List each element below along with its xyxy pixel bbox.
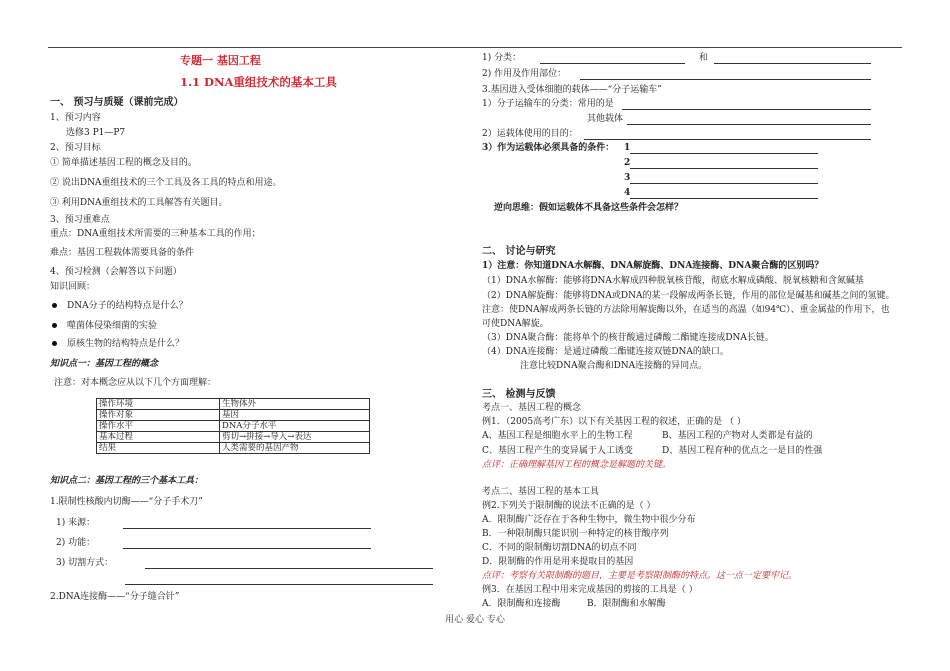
text-line: ② 说出DNA重组技术的三个工具及各工具的特点和用途。 (50, 178, 282, 188)
answer-line[interactable] (630, 183, 818, 184)
answer-line[interactable] (540, 63, 685, 64)
text-line: （2）DNA解旋酶：能够将DNA或DNA的某一段解成两条长链，作用的部位是碱基和碱基之间的氢键。 (482, 291, 895, 301)
table-row (97, 421, 370, 432)
option-text: C、基因工程产生的变异属于人工诱变 (482, 446, 633, 456)
bullet-icon (52, 303, 57, 308)
section-heading: 三、 检测与反馈 (482, 389, 556, 400)
comment-text: 点评：考察有关限制酶的题目，主要是考察限制酶的特点。这一点一定要牢记。 (482, 571, 798, 581)
section-heading: 二、 讨论与研究 (482, 246, 556, 257)
text-line: ① 简单描述基因工程的概念及目的。 (50, 158, 197, 168)
comment-text: 点评：正确理解基因工程的概念是解题的关键。 (482, 460, 672, 470)
table-cell: 操作对象 (97, 410, 220, 421)
list-item (52, 301, 188, 312)
fill-label: 其他载体 (587, 114, 624, 124)
condition-number: 2 (624, 158, 631, 168)
fill-label: 1) 来源： (56, 518, 96, 528)
option-text: B．一种限制酶只能识别一种特定的核苷酸序列 (482, 529, 669, 539)
question-text: 例2.下列关于限制酶的说法不正确的是（ ） (482, 501, 656, 511)
option-text: B、基因工程的产物对人类都是有益的 (662, 431, 813, 441)
knowledge-point-heading: 知识点二：基因工程的三个基本工具： (50, 476, 204, 486)
option-text: D、基因工程育种的优点之一是目的性强 (662, 446, 823, 456)
answer-line[interactable] (627, 124, 871, 125)
table-cell: 人类需要的基因产物 (220, 443, 370, 454)
bullet-icon (52, 341, 57, 346)
fill-label: 1）分子运输车的分类：常用的是 (482, 99, 614, 109)
option-text: A．限制酶和连接酶 (482, 599, 561, 609)
answer-line[interactable] (123, 528, 371, 529)
header-rule (48, 47, 902, 48)
text-line: 考点一、基因工程的概念 (482, 403, 582, 413)
option-text: B．限制酶和水解酶 (587, 599, 666, 609)
text-line: 4、预习检测（会解答以下问题） (50, 267, 182, 277)
condition-number: 1 (624, 143, 631, 153)
answer-line[interactable] (630, 168, 818, 169)
option-text: A、基因工程是细胞水平上的生物工程 (482, 431, 633, 441)
text-line: 注意比较DNA聚合酶和DNA连接酶的异同点。 (520, 361, 708, 371)
answer-line[interactable] (123, 548, 371, 549)
table-cell: 操作水平 (97, 421, 220, 432)
text-line: （4）DNA连接酶：是通过磷酸二酯键连接双链DNA的缺口。 (482, 347, 729, 357)
discussion-question: 1）注意：你知道DNA水解酶、DNA解旋酶、DNA连接酶、DNA聚合酶的区别吗？ (482, 261, 824, 271)
option-text: D．限制酶的作用是用来提取目的基因 (482, 557, 634, 567)
table-cell: 剪切→拼接→导入→表达 (220, 432, 370, 443)
fill-label: 和 (699, 53, 709, 63)
page-subtitle: 1.1 DNA重组技术的基本工具 (180, 75, 337, 89)
fill-label: 2）运载体使用的目的： (482, 129, 578, 139)
list-item-text: 噬菌体侵染细菌的实验 (67, 321, 158, 331)
table-row (97, 399, 370, 410)
answer-line[interactable] (630, 153, 818, 154)
fill-label: 1) 分类： (482, 53, 522, 63)
question-text: 例3．在基因工程中用来完成基因的剪接的工具是（ ） (482, 585, 698, 595)
list-item-text: DNA分子的结构特点是什么？ (67, 301, 188, 311)
section-heading: 一、 预习与质疑（课前完成） (50, 97, 184, 108)
text-line: 难点：基因工程载体需要具备的条件 (50, 248, 195, 258)
answer-line[interactable] (584, 139, 871, 140)
text-line: 重点：DNA重组技术所需要的三种基本工具的作用； (50, 229, 261, 239)
answer-line[interactable] (630, 198, 818, 199)
text-line: 知识回顾： (50, 282, 96, 292)
condition-number: 3 (624, 173, 631, 183)
table-cell: DNA分子水平 (220, 421, 370, 432)
text-line: 考点二、基因工程的基本工具 (482, 487, 600, 497)
text-line: 3、预习重难点 (50, 215, 110, 225)
table-cell: 结果 (97, 443, 220, 454)
option-text: C．不同的限制酶切割DNA的切点不同 (482, 543, 637, 553)
answer-line[interactable] (714, 63, 871, 64)
page-title: 专题一 基因工程 (180, 54, 261, 67)
answer-line[interactable] (145, 568, 433, 569)
knowledge-point-heading: 知识点一：基因工程的概念 (50, 359, 159, 369)
text-line: （1）DNA水解酶：能够将DNA水解成四种脱氧核苷酸，彻底水解成磷酸、脱氧核糖和含氮碱基 (482, 276, 864, 286)
table-row (97, 410, 370, 421)
text-line: （3）DNA聚合酶：能将单个的核苷酸通过磷酸二酯键连接成DNA长链。 (482, 333, 774, 343)
list-item (52, 339, 184, 350)
table-row (97, 443, 370, 454)
answer-line[interactable] (580, 79, 871, 80)
list-item (52, 321, 157, 332)
fill-label: 3) 切割方式： (56, 558, 114, 568)
text-line: 1.限制性核酸内切酶——“分子手术刀” (50, 497, 203, 507)
text-line: 选修3 P1—P7 (66, 128, 126, 138)
text-line: 2、预习目标 (50, 143, 101, 153)
table-row (97, 432, 370, 443)
concept-table (96, 398, 370, 454)
bullet-icon (52, 323, 57, 328)
table-cell: 生物体外 (220, 399, 370, 410)
text-line: 1、预习内容 (50, 113, 101, 123)
page-footer: 用心 爱心 专心 (445, 615, 505, 625)
reverse-thinking-question: 逆向思维：假如运载体不具备这些条件会怎样？ (494, 203, 684, 213)
text-line: 注意：使DNA解成两条长链的方法除用解旋酶以外，在适当的高温（如94℃）、重金属盐的作用下，也 (482, 305, 890, 315)
option-text: A．限制酶广泛存在于各种生物中，微生物中很少分布 (482, 515, 696, 525)
note-text: 注意：对本概念应从以下几个方面理解： (54, 378, 217, 388)
list-item-text: 原核生物的结构特点是什么？ (67, 339, 185, 349)
table-cell: 基本过程 (97, 432, 220, 443)
answer-line[interactable] (622, 109, 871, 110)
condition-number: 4 (624, 188, 631, 198)
text-line: 3.基因进入受体细胞的载体——“分子运输车” (482, 85, 662, 95)
answer-line[interactable] (125, 584, 433, 585)
text-line: 2.DNA连接酶——“分子缝合针” (50, 592, 180, 602)
question-text: 例1．（2005高考广东）以下有关基因工程的叙述，正确的是 （ ） (482, 417, 746, 427)
table-cell: 操作环境 (97, 399, 220, 410)
text-line: ③ 利用DNA重组技术的工具解答有关题目。 (50, 198, 228, 208)
fill-label: 2) 作用及作用部位： (482, 69, 567, 79)
text-line: 可使DNA解旋。 (482, 319, 549, 329)
table-cell: 基因 (220, 410, 370, 421)
fill-label: 2) 功能： (56, 538, 96, 548)
conditions-label: 3）作为运载体必须具备的条件： (482, 143, 615, 153)
